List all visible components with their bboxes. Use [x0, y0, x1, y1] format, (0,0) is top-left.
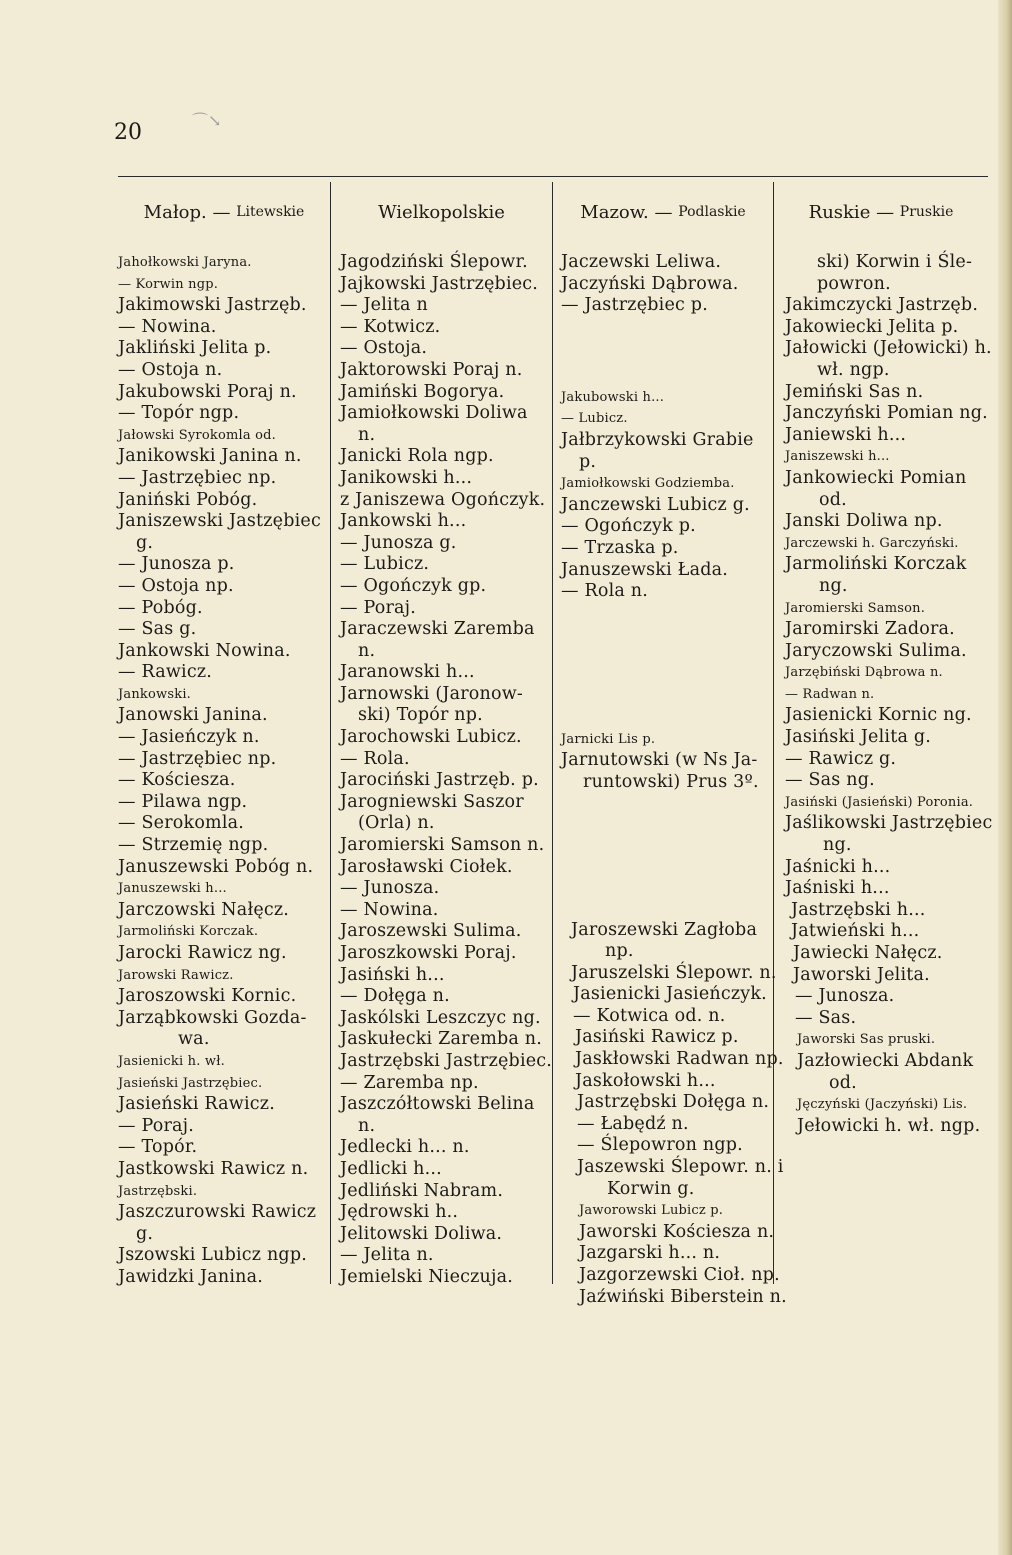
- entry: — Ostoja n.: [118, 359, 223, 380]
- entry: Jastrzębski.: [118, 1183, 198, 1199]
- entry: Jaszewski Ślepowr. n. i: [577, 1157, 784, 1178]
- entry: Jankowiecki Pomian: [785, 467, 967, 488]
- entry: Jankowski Nowina.: [118, 640, 291, 661]
- entry: — Kościesza.: [118, 770, 236, 791]
- entry: powron.: [817, 273, 891, 294]
- entry: — Pobóg.: [118, 597, 203, 618]
- page-number: 20: [114, 120, 142, 145]
- entry: — Radwan n.: [785, 686, 875, 702]
- entry: Jaromierski Samson.: [785, 600, 926, 616]
- entry: — Strzemię ngp.: [118, 835, 269, 856]
- entry: Jakowiecki Jelita p.: [785, 316, 959, 337]
- spacer: [561, 317, 787, 387]
- entry: od.: [829, 1072, 857, 1093]
- entry: Jedlecki h... n.: [340, 1137, 470, 1158]
- entry: Jasienicki Kornic ng.: [785, 705, 972, 726]
- header-small: Podlaskie: [678, 204, 746, 220]
- entry: Jedliński Nabram.: [340, 1180, 504, 1201]
- entry: Jasiński Jelita g.: [785, 727, 932, 748]
- entry: Jałowski Syrokomla od.: [118, 427, 277, 443]
- entry: Jaryczowski Sulima.: [785, 640, 967, 661]
- entry: Jaskołowski h...: [575, 1070, 716, 1091]
- entry: — Sas.: [795, 1007, 857, 1028]
- entry: Jarosławski Ciołek.: [340, 856, 513, 877]
- entry: — Poraj.: [118, 1115, 195, 1136]
- spacer: [561, 794, 787, 920]
- pencil-mark: ⌒↘: [192, 111, 222, 130]
- entry: — Sas g.: [118, 619, 197, 640]
- entry: Jaroszkowski Poraj.: [340, 943, 517, 963]
- entry: Korwin g.: [607, 1178, 695, 1199]
- entry: Jszowski Lubicz ngp.: [118, 1245, 307, 1266]
- entry: Jaślikowski Jastrzębiec: [785, 813, 993, 834]
- entry: ng.: [819, 575, 848, 596]
- entry: Jełowicki h. wł. ngp.: [797, 1115, 981, 1136]
- entry: Janczyński Pomian ng.: [785, 403, 988, 424]
- entry: — Zaremba np.: [340, 1072, 479, 1093]
- entry: Jastkowski Rawicz n.: [118, 1158, 309, 1179]
- entry: Jemielski Nieczuja.: [340, 1266, 514, 1287]
- entry: Jastrzębski h...: [791, 899, 926, 920]
- column-header-malopolskie: [118, 192, 330, 232]
- entry: Jałbrzykowski Grabie: [561, 429, 754, 450]
- header-main: Małop.: [143, 201, 207, 223]
- entry: Jarczewski h. Garczyński.: [785, 535, 959, 551]
- entry: n.: [358, 424, 376, 445]
- entry: Jaszczółtowski Belina: [340, 1094, 535, 1115]
- entry: Jaromirski Zadora.: [785, 619, 955, 640]
- entry: Jakubowski h...: [561, 389, 665, 405]
- entry: Jakimczycki Jastrzęb.: [785, 295, 979, 316]
- entry: — Lubicz.: [340, 554, 430, 575]
- entry: Jarczowski Nałęcz.: [118, 899, 290, 920]
- entry: Jaworowski Lubicz p.: [579, 1203, 724, 1219]
- entry: — Ogończyk p.: [561, 516, 696, 537]
- entry: Jaktorowski Poraj n.: [340, 359, 523, 380]
- entry: Jaśniski h...: [785, 878, 890, 899]
- header-dash: —: [648, 201, 679, 223]
- entry: — Korwin ngp.: [118, 276, 219, 292]
- entry: Jakliński Jelita p.: [118, 338, 272, 359]
- spacer: [561, 603, 787, 729]
- entry: Jaworski Kościesza n.: [579, 1221, 775, 1242]
- entry: wa.: [178, 1029, 210, 1050]
- entry: Jamiołkowski Godziemba.: [561, 476, 735, 492]
- entry: Jaromierski Samson n.: [340, 835, 545, 856]
- entry: Jazgarski h... n.: [579, 1243, 721, 1264]
- page-edge: [998, 0, 1012, 1555]
- entry: Janiszewski h...: [785, 449, 890, 465]
- entry: Jarząbkowski Gozda-: [118, 1007, 307, 1028]
- entry: Jawiecki Nałęcz.: [793, 943, 943, 963]
- entry: Jankowski.: [118, 686, 192, 702]
- entry: Jaszczurowski Rawicz: [118, 1202, 317, 1223]
- entry: — Jastrzębiec p.: [561, 295, 708, 316]
- entry: Jelitowski Doliwa.: [340, 1223, 503, 1244]
- entry: Jatwieński h...: [791, 921, 920, 942]
- entry: Jahołkowski Jaryna.: [118, 255, 252, 270]
- entry: Jasieński Rawicz.: [118, 1094, 275, 1115]
- entry: Jaśnicki h...: [785, 856, 891, 877]
- entry: — Junosza.: [795, 986, 895, 1007]
- entry: Jakimowski Jastrzęb.: [118, 295, 307, 316]
- entry: Janiewski h...: [785, 424, 907, 445]
- entry: Jaworski Sas pruski.: [797, 1032, 936, 1048]
- entry: Janikowski Janina n.: [118, 446, 302, 467]
- entry: runtowski) Prus 3º.: [583, 771, 759, 792]
- entry: Jagodziński Ślepowr.: [340, 252, 528, 272]
- entry: Jaruszelski Ślepowr. n.: [571, 962, 777, 983]
- entry: — Łabędź n.: [577, 1113, 689, 1134]
- entry: Jaroszewski Sulima.: [340, 921, 522, 942]
- entry: Jarnicki Lis p.: [561, 731, 656, 747]
- entry: Jemiński Sas n.: [785, 381, 924, 402]
- column-header-ruskie: [774, 192, 988, 232]
- entry: — Ślepowron ngp.: [577, 1135, 743, 1156]
- entry: — Pilawa ngp.: [118, 791, 248, 812]
- entry: Janczewski Lubicz g.: [561, 494, 750, 515]
- entry: Jędrowski h..: [340, 1202, 459, 1223]
- entry: Jasiński (Jasieński) Poronia.: [785, 794, 974, 810]
- header-dash: —: [206, 201, 237, 223]
- entry: — Trzaska p.: [561, 537, 679, 558]
- entry: Jasieński Jastrzębiec.: [118, 1075, 263, 1091]
- entry: — Nowina.: [340, 899, 439, 920]
- entry: Jarogniewski Saszor: [340, 791, 524, 812]
- entry: — Ostoja.: [340, 338, 428, 359]
- entry: — Junosza.: [340, 878, 440, 899]
- column-malopolskie: [118, 252, 321, 1289]
- entry: — Rawicz.: [118, 662, 213, 683]
- entry: — Rawicz g.: [785, 748, 897, 769]
- entry: np.: [605, 941, 634, 962]
- entry: — Topór.: [118, 1137, 198, 1158]
- entry: Jarocki Rawicz ng.: [118, 943, 287, 963]
- entry: Jarnutowski (w Ns Ja-: [561, 750, 758, 771]
- entry: Jarociński Jastrzęb. p.: [340, 770, 539, 791]
- entry: (Orla) n.: [358, 813, 435, 834]
- entry: — Ostoja np.: [118, 575, 234, 596]
- entry: — Jastrzębiec np.: [118, 467, 277, 488]
- column-mazowieckie: [561, 252, 787, 1308]
- entry: Januszewski Łada.: [561, 559, 729, 580]
- entry: Janikowski h...: [340, 467, 473, 488]
- entry: Jaroszowski Kornic.: [118, 986, 297, 1007]
- entry: Jałowicki (Jełowicki) h.: [785, 338, 992, 359]
- entry: ng.: [823, 835, 852, 856]
- entry: Januszewski Pobóg n.: [118, 856, 314, 877]
- entry: Jaźwiński Biberstein n.: [579, 1286, 787, 1307]
- entry: z Janiszewa Ogończyk.: [340, 489, 546, 510]
- entry: Janiszewski Jastzębiec: [118, 511, 321, 532]
- entry: Jaczyński Dąbrowa.: [561, 273, 739, 294]
- entry: Janski Doliwa np.: [785, 511, 943, 532]
- entry: Jasiński h...: [340, 964, 445, 985]
- entry: od.: [819, 489, 847, 510]
- entry: — Nowina.: [118, 316, 217, 337]
- entry: — Jasieńczyk n.: [118, 727, 260, 748]
- entry: — Sas ng.: [785, 770, 875, 791]
- entry: n.: [358, 640, 376, 661]
- entry: g.: [136, 532, 154, 553]
- entry: — Junosza p.: [118, 554, 235, 575]
- entry: ski) Korwin i Śle-: [817, 252, 973, 272]
- column-header-wielkopolskie: [331, 192, 552, 232]
- entry: Jankowski h...: [340, 511, 467, 532]
- entry: — Topór ngp.: [118, 403, 240, 424]
- entry: ski) Topór np.: [358, 705, 483, 726]
- entry: Jaranowski h...: [340, 662, 475, 683]
- entry: — Ogończyk gp.: [340, 575, 487, 596]
- entry: Jaraczewski Zaremba: [340, 619, 535, 640]
- entry: Jaczewski Leliwa.: [561, 252, 722, 272]
- entry: — Rola.: [340, 748, 410, 769]
- header-main: Wielkopolskie: [378, 201, 505, 223]
- entry: n.: [358, 1115, 376, 1136]
- column-ruskie: [785, 252, 992, 1137]
- entry: Jastrzębski Dołęga n.: [577, 1092, 770, 1113]
- column-header-mazowieckie: [553, 192, 773, 232]
- entry: — Kotwica od. n.: [573, 1005, 726, 1026]
- entry: — Jastrzębiec np.: [118, 748, 277, 769]
- entry: — Kotwicz.: [340, 316, 441, 337]
- entry: Janicki Rola ngp.: [340, 446, 494, 467]
- entry: Jamiński Bogorya.: [340, 381, 505, 402]
- header-main: Mazow.: [580, 201, 649, 223]
- entry: Jaskułecki Zaremba n.: [340, 1029, 543, 1050]
- entry: — Jelita n.: [340, 1245, 434, 1266]
- entry: p.: [579, 451, 597, 472]
- entry: Jamiołkowski Doliwa: [340, 403, 528, 424]
- column-divider: [330, 182, 331, 1284]
- header-rule: [118, 176, 988, 177]
- entry: Jarmoliński Korczak: [785, 554, 967, 575]
- entry: Jarowski Rawicz.: [118, 967, 234, 983]
- entry: — Serokomla.: [118, 813, 245, 834]
- header-main: Ruskie: [808, 201, 871, 223]
- entry: Jasienicki h. wł.: [118, 1053, 225, 1069]
- header-small: Litewskie: [236, 204, 305, 220]
- entry: wł. ngp.: [817, 359, 890, 380]
- entry: — Rola n.: [561, 581, 649, 602]
- entry: — Poraj.: [340, 597, 417, 618]
- entry: Januszewski h...: [118, 881, 227, 897]
- entry: Jajkowski Jastrzębiec.: [340, 273, 539, 294]
- entry: Jakubowski Poraj n.: [118, 381, 297, 402]
- entry: — Jelita n: [340, 295, 428, 316]
- entry: Jastrzębski Jastrzębiec.: [340, 1050, 553, 1071]
- entry: Jęczyński (Jaczyński) Lis.: [797, 1097, 968, 1113]
- entry: Jaworski Jelita.: [793, 964, 930, 985]
- entry: — Junosza g.: [340, 532, 457, 553]
- entry: Jarnowski (Jaronow-: [340, 683, 524, 704]
- entry: Jaroszewski Zagłoba: [571, 919, 758, 940]
- entry: Jarochowski Lubicz.: [340, 727, 522, 748]
- column-wielkopolskie: [340, 252, 552, 1289]
- header-small: Pruskie: [899, 204, 954, 220]
- column-divider: [552, 182, 553, 1284]
- entry: Jaskłowski Radwan np.: [575, 1049, 784, 1070]
- header-dash: —: [870, 201, 900, 223]
- entry: Jaskólski Leszczyc ng.: [340, 1007, 541, 1028]
- entry: Jedlicki h...: [340, 1158, 442, 1179]
- entry: — Dołęga n.: [340, 986, 450, 1007]
- entry: Jawidzki Janina.: [118, 1266, 263, 1287]
- entry: g.: [136, 1223, 154, 1244]
- entry: Jarzębiński Dąbrowa n.: [785, 665, 943, 681]
- entry: Jasiński Rawicz p.: [575, 1027, 739, 1048]
- entry: Jazgorzewski Cioł. np.: [579, 1265, 780, 1285]
- entry: Jasienicki Jasieńczyk.: [573, 984, 767, 1005]
- entry: — Lubicz.: [561, 411, 628, 427]
- entry: Janiński Pobóg.: [118, 489, 258, 510]
- entry: Janowski Janina.: [118, 705, 268, 726]
- entry: Jarmoliński Korczak.: [118, 924, 259, 940]
- entry: Jazłowiecki Abdank: [797, 1050, 974, 1071]
